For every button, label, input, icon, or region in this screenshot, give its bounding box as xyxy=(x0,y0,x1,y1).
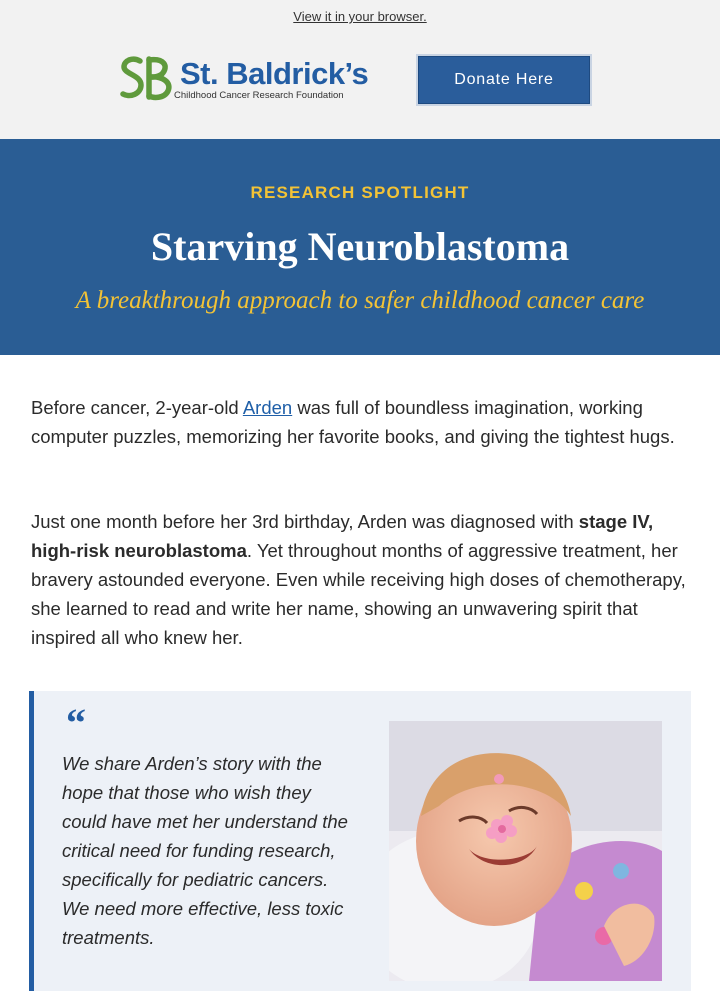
p2-text-after: . Yet throughout months of aggressive treatment, her bravery astounded everyone. Even while receiving high doses of chemotherapy, she learned to read and write her name, showing an unwavering spirit that inspired all who knew her. xyxy=(31,540,686,648)
arden-link[interactable]: Arden xyxy=(242,397,293,418)
story-paragraph-1 xyxy=(31,393,691,451)
email-header xyxy=(0,0,720,139)
logo-tagline: Childhood Cancer Research Foundation xyxy=(174,90,344,101)
hero-subtitle: A breakthrough approach to safer childhood cancer care xyxy=(75,287,645,314)
st-baldricks-logo[interactable] xyxy=(120,54,370,104)
hero-title: Starving Neuroblastoma xyxy=(150,224,570,269)
hero-eyebrow: RESEARCH SPOTLIGHT xyxy=(250,183,470,202)
logo-mark-icon xyxy=(120,54,176,102)
quote-mark-icon: “ xyxy=(66,700,86,745)
arden-photo xyxy=(389,721,662,981)
view-in-browser-link[interactable]: View it in your browser. xyxy=(293,9,427,24)
donate-button[interactable]: Donate Here xyxy=(418,56,590,104)
p1-text-before: Before cancer, 2-year-old xyxy=(31,397,243,418)
logo-name: St. Baldrick’s xyxy=(180,56,369,91)
quote-text: We share Arden’s story with the hope that those who wish they could have met her understand the critical need for funding research, specifically for pediatric cancers. We need more effective, less toxic treatments. xyxy=(62,753,348,948)
hero-banner xyxy=(0,139,720,355)
diagnosis-bold: stage IV, high-risk neuroblastoma xyxy=(31,511,654,561)
p2-text-before: Just one month before her 3rd birthday, Arden was diagnosed with xyxy=(31,511,579,532)
story-paragraph-2 xyxy=(31,507,691,652)
child-photo-image xyxy=(389,721,662,981)
p1-text-after: was full of boundless imagination, working computer puzzles, memorizing her favorite books, and giving the tightest hugs. xyxy=(31,397,675,447)
